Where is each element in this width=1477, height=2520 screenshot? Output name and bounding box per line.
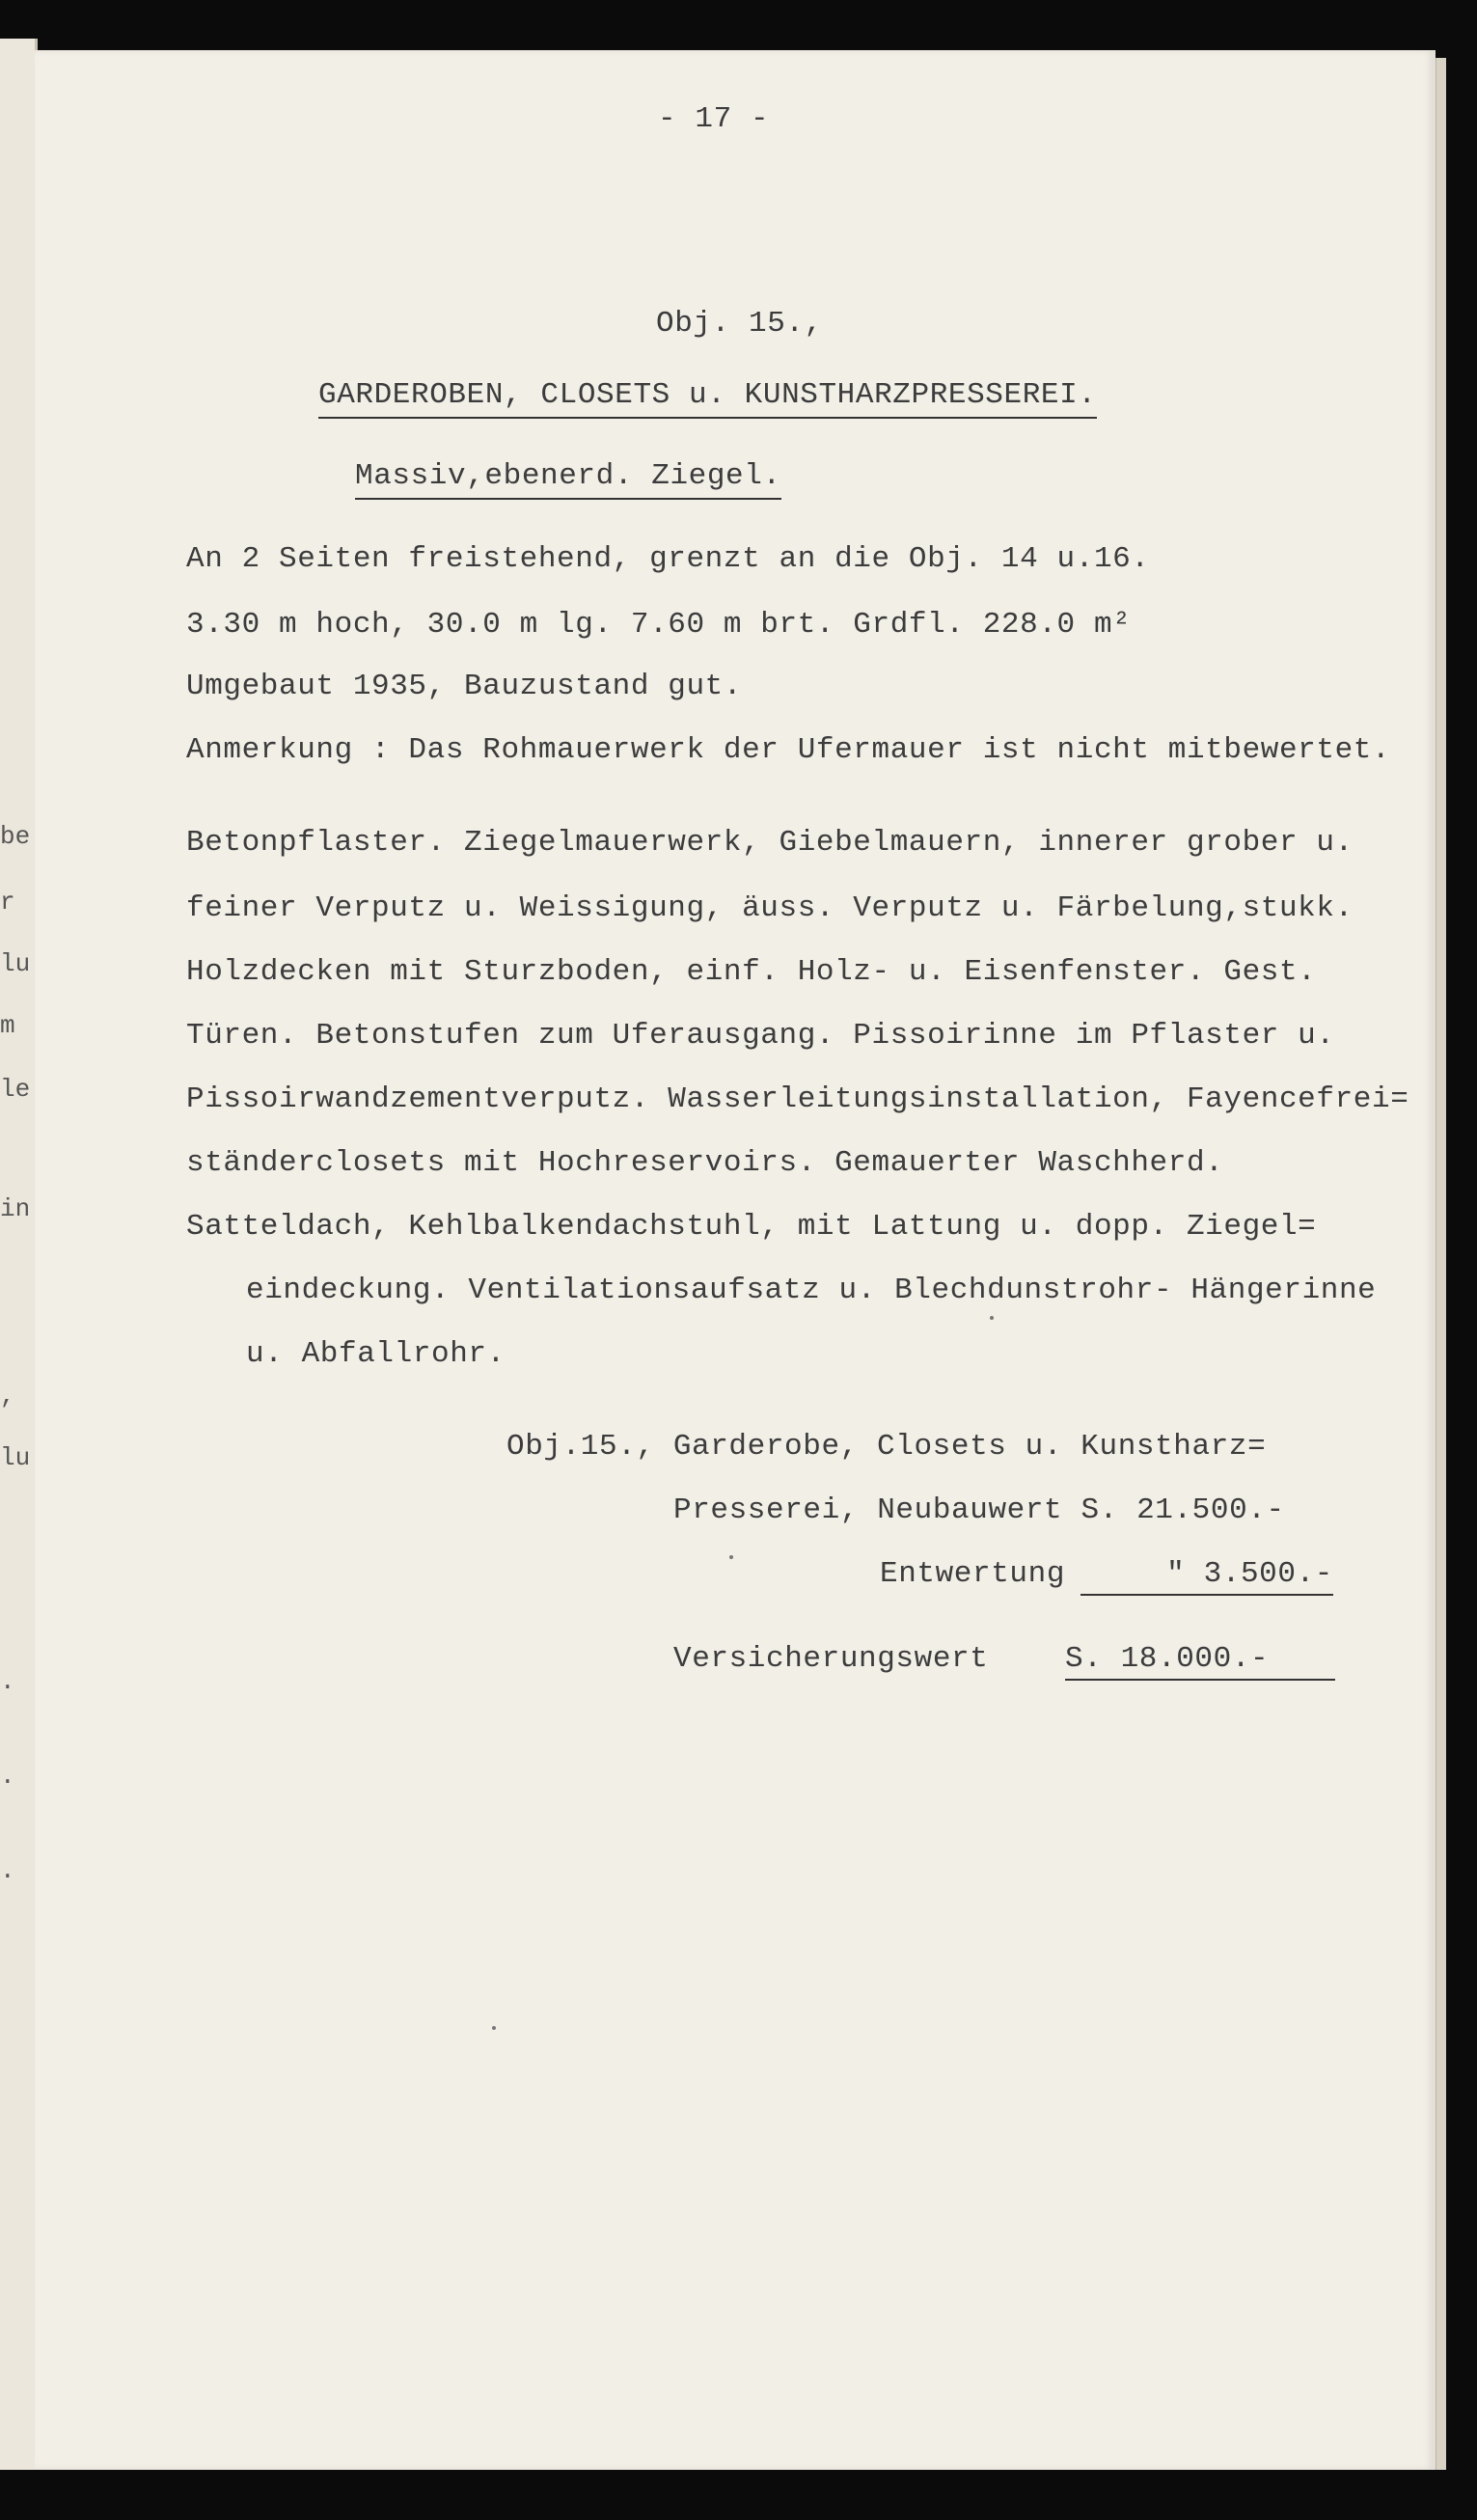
text-line: Anmerkung : Das Rohmauerwerk der Ufermauer ist nicht mitbewertet.: [186, 733, 1391, 767]
entwertung-value: " 3.500.-: [1080, 1555, 1333, 1596]
text-line: Satteldach, Kehlbalkendachstuhl, mit Lattung u. dopp. Ziegel=: [186, 1210, 1317, 1244]
paper-speck: [990, 1316, 994, 1320]
versicherungswert-label: Versicherungswert: [673, 1642, 989, 1676]
text-line: Pissoirwandzementverputz. Wasserleitungsinstallation, Fayencefrei=: [186, 1082, 1409, 1116]
left-fragment: .: [0, 1762, 15, 1791]
left-fragment: be: [0, 822, 31, 851]
left-fragment: in: [0, 1194, 31, 1223]
left-fragment: lu: [0, 949, 31, 978]
versicherungswert-value: S. 18.000.-: [1065, 1640, 1335, 1681]
text-line: u. Abfallrohr.: [246, 1337, 506, 1371]
left-fragment: .: [0, 1667, 15, 1696]
summary-line: Presserei, Neubauwert S. 21.500.-: [673, 1493, 1285, 1527]
text-line: Betonpflaster. Ziegelmauerwerk, Giebelmauern, innerer grober u.: [186, 826, 1354, 860]
page-edge: [1436, 58, 1446, 2470]
text-line: Umgebaut 1935, Bauzustand gut.: [186, 670, 743, 703]
paper-speck: [729, 1555, 733, 1559]
text-line: 3.30 m hoch, 30.0 m lg. 7.60 m brt. Grdfl. 228.0 m²: [186, 608, 1132, 642]
text-line: An 2 Seiten freistehend, grenzt an die Obj. 14 u.16.: [186, 542, 1150, 576]
text-line: feiner Verputz u. Weissigung, äuss. Verputz u. Färbelung,stukk.: [186, 891, 1354, 925]
document-title: GARDEROBEN, CLOSETS u. KUNSTHARZPRESSEREI.: [318, 376, 1097, 419]
left-fragment: le: [0, 1075, 31, 1104]
text-line: eindeckung. Ventilationsaufsatz u. Blechdunstrohr- Hängerinne: [246, 1274, 1377, 1307]
left-fragment: m: [0, 1011, 15, 1040]
entwertung-label: Entwertung: [880, 1557, 1066, 1591]
left-fragment: r: [0, 888, 15, 917]
summary-line: Obj.15., Garderobe, Closets u. Kunstharz=: [506, 1430, 1267, 1464]
paper-speck: [492, 2026, 496, 2030]
text-line: Türen. Betonstufen zum Uferausgang. Pissoirinne im Pflaster u.: [186, 1019, 1335, 1053]
object-heading: Obj. 15.,: [656, 307, 823, 341]
left-fragment: .: [0, 1856, 15, 1885]
left-page-strip: [0, 39, 38, 2470]
text-line: Holzdecken mit Sturzboden, einf. Holz- u. Eisenfenster. Gest.: [186, 955, 1317, 989]
document-subtitle: Massiv,ebenerd. Ziegel.: [355, 457, 781, 500]
page-number: - 17 -: [658, 102, 770, 136]
left-fragment: lu: [0, 1443, 31, 1472]
left-fragment: ,: [0, 1382, 15, 1411]
text-line: ständerclosets mit Hochreservoirs. Gemauerter Waschherd.: [186, 1146, 1224, 1180]
